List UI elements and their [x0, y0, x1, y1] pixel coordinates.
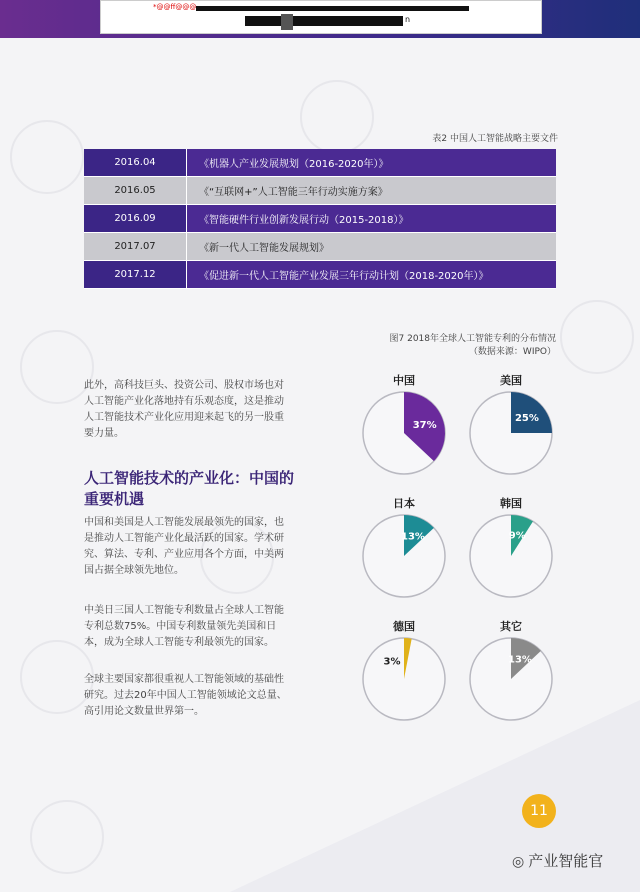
header-line2: n — [405, 15, 411, 24]
pie-title: 日本 — [393, 497, 415, 510]
pie-chart — [361, 513, 447, 599]
paragraph-leaders: 中国和美国是人工智能发展最领先的国家，也是推动人工智能产业化最活跃的国家。学术研究、算法、专利、产业应用各个方面，中美两国占据全球领先地位。 — [84, 517, 284, 576]
pie-value-label: 13% — [400, 531, 425, 543]
table-cell-date: 2016.09 — [84, 205, 187, 233]
pie-value-label: 3% — [383, 656, 401, 668]
table-cell-title: 《智能硬件行业创新发展行动（2015-2018）》 — [187, 205, 557, 233]
table-cell-title: 《机器人产业发展规划（2016-2020年）》 — [187, 149, 557, 177]
figure-caption — [384, 333, 556, 359]
table-row — [84, 149, 556, 177]
pie-value-label: 9% — [508, 530, 526, 542]
pie-chart — [468, 390, 554, 476]
figure-title: 图7 2018年全球人工智能专利的分布情况 — [389, 334, 556, 344]
pie-title: 德国 — [393, 620, 415, 633]
pie-chart — [361, 390, 447, 476]
footer-brand — [512, 850, 603, 871]
pie-title: 美国 — [500, 374, 522, 387]
paragraph-intro: 此外，高科技巨头、投资公司、股权市场也对人工智能产业化落地持有乐观态度，这是推动人工智能技术产业化应用迎来起飞的另一股重要力量。 — [84, 380, 284, 439]
footer-brand-text: 产业智能官 — [528, 852, 604, 870]
pie-title: 中国 — [393, 374, 415, 387]
paragraph-patents: 中美日三国人工智能专利数量占全球人工智能专利总数75%。中国专利数量领先美国和日本，成为全球人工智能专利最领先的国家。 — [84, 605, 284, 648]
table-cell-title: 《“互联网+”人工智能三年行动实施方案》 — [187, 177, 557, 205]
wechat-icon: ◎ — [512, 854, 525, 870]
table-row — [84, 205, 556, 233]
page-number-badge: 11 — [522, 794, 556, 828]
table-cell-date: 2016.05 — [84, 177, 187, 205]
figure-source: （数据来源：WIPO） — [468, 347, 556, 357]
pie-value-label: 25% — [514, 413, 539, 425]
table-cell-title: 《促进新一代人工智能产业发展三年行动计划（2018-2020年）》 — [187, 261, 557, 289]
table-caption: 表2 中国人工智能战略主要文件 — [432, 134, 558, 144]
table-cell-date: 2017.07 — [84, 233, 187, 261]
pie-value-label: 13% — [507, 654, 532, 666]
pie-chart — [361, 636, 447, 722]
table-cell-date: 2016.04 — [84, 149, 187, 177]
pie-chart — [468, 636, 554, 722]
table-row — [84, 261, 556, 289]
section-heading: 人工智能技术的产业化：中国的重要机遇 — [84, 469, 295, 508]
pie-title: 韩国 — [500, 497, 522, 510]
pie-value-label: 37% — [412, 420, 437, 432]
table-row — [84, 233, 556, 261]
table-cell-title: 《新一代人工智能发展规划》 — [187, 233, 557, 261]
table-cell-date: 2017.12 — [84, 261, 187, 289]
strategy-table — [84, 149, 556, 289]
pie-title: 其它 — [500, 620, 522, 633]
pie-chart — [468, 513, 554, 599]
header-line1: *@@ff@@@ — [153, 3, 197, 11]
paragraph-research: 全球主要国家都很重视人工智能领域的基础性研究。过去20年中国人工智能领域论文总量、高引用论文数量世界第一。 — [84, 674, 287, 717]
table-row — [84, 177, 556, 205]
